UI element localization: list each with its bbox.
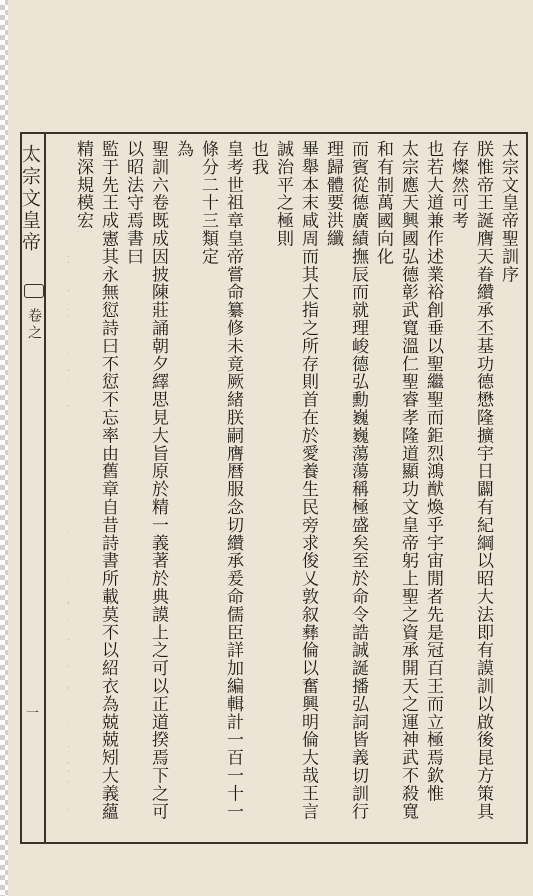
folio-number: 一 bbox=[26, 706, 40, 721]
fold-title bbox=[19, 144, 44, 254]
text-column: 畢舉本末咸周而其大指之所存則首在於愛養生民旁求俊乂敦叙彝倫以奮興明倫大哉王言誠治平之極則 bbox=[273, 140, 318, 821]
text-column: 朕惟帝王誕膺天眷纘承丕基功德懋隆擴宇日闢有紀綱以昭大法即有謨訓以啟後昆方策具存燦然可考 bbox=[448, 140, 493, 821]
page-frame bbox=[20, 132, 528, 844]
fold-line bbox=[44, 134, 46, 842]
text-column: 而賓從德廣績撫辰而就理峻德弘勳巍巍蕩蕩稱極盛矣至於命令誥誠誕播弘詞皆義切訓行理歸體要洪纖 bbox=[323, 140, 368, 821]
text-column: 也若大道兼作述業裕創垂以聖繼聖而鉅烈鴻猷煥乎宇宙閒者先是冠百王而立極焉欽惟 bbox=[423, 140, 443, 803]
text-column: 太宗應天興國弘德彰武寬溫仁聖睿孝隆道顯功文皇帝躬上聖之資承開天之運神武不殺寬和有制萬國向化 bbox=[373, 140, 418, 821]
preface-text bbox=[68, 140, 520, 830]
book-title: 太宗文皇帝 bbox=[19, 144, 41, 254]
text-column: 為 bbox=[173, 140, 193, 158]
book-page bbox=[8, 0, 533, 896]
volume-label: 卷之 bbox=[26, 308, 42, 342]
fish-tail-mark bbox=[24, 284, 44, 298]
preface-title: 太宗文皇帝聖訓序 bbox=[498, 140, 518, 284]
text-column: 監于先王成憲其永無愆詩曰不愆不忘率由舊章自昔詩書所載莫不以紹衣為兢兢矧大義蘊精深規模宏 bbox=[73, 140, 118, 821]
text-column bbox=[68, 140, 70, 830]
text-column: 皇考世祖章皇帝嘗命纂修未竟厥緒朕嗣膺曆服念切纘承爰命儒臣詳加編輯計一百一十一條分二十三類定 bbox=[198, 140, 243, 821]
text-column: 聖訓六卷既成因披陳莊誦朝夕繹思見大旨原於精一義著於典謨上之可以正道揆焉下之可以昭法守焉書曰 bbox=[123, 140, 168, 821]
fold-volume bbox=[22, 302, 44, 342]
text-column: 也我 bbox=[248, 140, 268, 176]
